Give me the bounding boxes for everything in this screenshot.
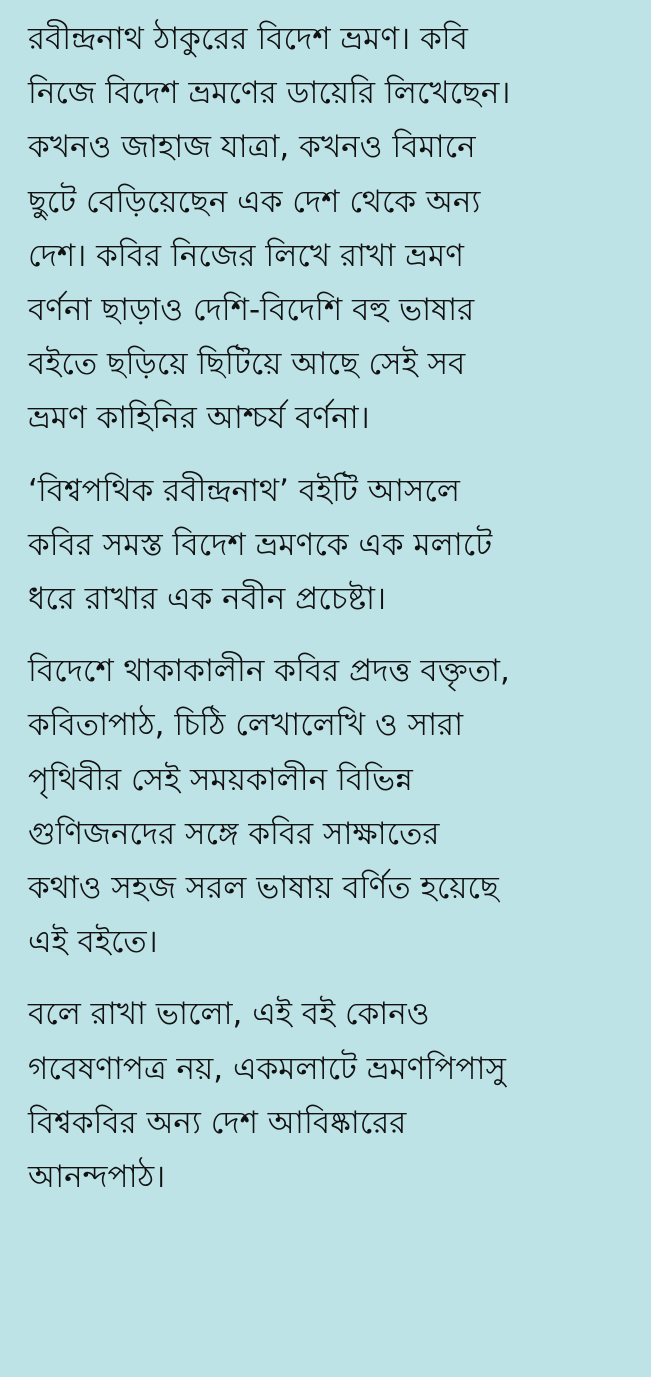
text-line: আনন্দপাঠ। [28, 1159, 166, 1196]
text-line: এই বইতে। [28, 924, 158, 961]
text-line: কবির সমস্ত বিদেশ ভ্রমণকে এক মলাটে [28, 526, 493, 563]
text-line: কবিতাপাঠ, চিঠি লেখালেখি ও সারা [28, 707, 464, 744]
text-line: বলে রাখা ভালো, এই বই কোনও [28, 996, 430, 1033]
text-line: রবীন্দ্রনাথ ঠাকুরের বিদেশ ভ্রমণ। কবি [28, 21, 468, 57]
text-line: ‘বিশ্বপথিক রবীন্দ্রনাথ’ বইটি আসলে [28, 472, 460, 509]
text-line: গুণিজনদের সঙ্গে কবির সাক্ষাতের [28, 815, 440, 852]
book-blurb-text [28, 12, 626, 1222]
text-line: কথাও সহজ সরল ভাষায় বর্ণিত হয়েছে [28, 870, 499, 907]
paragraph-4 [28, 987, 626, 1204]
paragraph-2 [28, 464, 626, 627]
text-line: ভ্রমণ কাহিনির আশ্চর্য বর্ণনা। [28, 400, 370, 437]
text-line: গবেষণাপত্র নয়, একমলাটে ভ্রমণপিপাসু [28, 1050, 506, 1087]
text-line: ধরে রাখার এক নবীন প্রচেষ্টা। [28, 581, 387, 618]
text-line: বিশ্বকবির অন্য দেশ আবিষ্কারের [28, 1104, 407, 1141]
text-line: বইতে ছড়িয়ে ছিটিয়ে আছে সেই সব [28, 346, 466, 383]
text-line: বিদেশে থাকাকালীন কবির প্রদত্ত বক্তৃতা, [28, 653, 510, 690]
text-line: কখনও জাহাজ যাত্রা, কখনও বিমানে [28, 129, 476, 166]
text-line: পৃথিবীর সেই সময়কালীন বিভিন্ন [28, 761, 413, 798]
text-line: দেশ। কবির নিজের লিখে রাখা ভ্রমণ [28, 237, 464, 274]
text-line: বর্ণনা ছাড়াও দেশি-বিদেশি বহু ভাষার [28, 292, 475, 329]
paragraph-3 [28, 644, 626, 969]
text-line: ছুটে বেড়িয়েছেন এক দেশ থেকে অন্য [28, 183, 481, 220]
paragraph-1 [28, 12, 626, 446]
text-line: নিজে বিদেশ ভ্রমণের ডায়েরি লিখেছেন। [28, 75, 511, 112]
